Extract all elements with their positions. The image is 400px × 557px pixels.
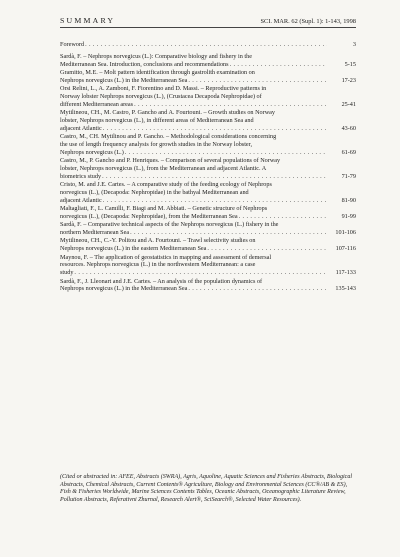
entry-line: Gramitto, M.E. – Molt pattern identification through gastrolith examination on — [60, 69, 255, 77]
toc-entry — [60, 85, 356, 109]
page-number: 135-143 — [335, 285, 356, 293]
dot-leader — [85, 41, 327, 49]
entry-line: Maltagliati, F., L. Camilli, F. Biagi and M. Abbiati. – Genetic structure of Nephrops — [60, 205, 268, 213]
page-number: 61-69 — [341, 148, 356, 156]
entry-line: lobster, Nephrops norvegicus (L.), in different areas of Mediterranean Sea and — [60, 117, 254, 125]
entry-line: norvegicus (L.), (Decapoda: Nephropidae) in the bathyal Mediterranean and — [60, 189, 249, 197]
dot-leader — [239, 213, 327, 221]
page-number: 3 — [352, 41, 356, 48]
dot-leader — [134, 101, 327, 109]
dot-leader — [207, 245, 327, 253]
page-number: 81-90 — [341, 197, 356, 204]
entry-line: Maynou, F. – The application of geostatistics in mapping and assessment of demersal — [60, 253, 272, 261]
dot-leader — [74, 269, 327, 277]
entry-line: Mytilineou, CH., C.-Y. Politou and A. Fourtouni. – Trawl selectivity studies on — [60, 237, 256, 245]
toc-entry-text — [60, 157, 328, 181]
page-number: 101-106 — [335, 229, 356, 237]
entry-line: Sardà, F., J. Lleonart and J.E. Cartes. – An analysis of the population dynamics of — [60, 277, 263, 285]
entry-last-line — [60, 197, 328, 205]
entry-line: Mediterranean Sea. Introduction, conclusions and recommendations — [60, 60, 229, 68]
table-of-contents — [60, 41, 356, 294]
entry-last-line — [60, 41, 328, 49]
page-number: 17-23 — [341, 76, 356, 84]
toc-entry-text — [60, 254, 328, 278]
entry-line: Castro, M., CH. Mytilinou and P. Gancho. – Methodological considerations concerning — [60, 133, 277, 141]
toc-entry-text — [60, 205, 328, 221]
dot-leader — [103, 125, 327, 133]
entry-last-line — [60, 269, 328, 277]
page-number: 25-41 — [341, 100, 356, 108]
toc-entry-text — [60, 109, 328, 133]
toc-entry-text — [60, 41, 328, 49]
entry-line: different Mediterranean areas — [60, 100, 134, 108]
page-number: 117-133 — [335, 269, 356, 277]
toc-entry — [60, 278, 356, 294]
entry-line: resources. Nephrops norvegicus (L.) in the northwestern Mediterranean: a case — [60, 261, 256, 269]
entry-line: Nephrops norvegicus (L.) in the Mediterranean Sea — [60, 76, 188, 84]
toc-entry — [60, 237, 356, 253]
toc-entry-text — [60, 53, 328, 69]
entry-line: adjacent Atlantic — [60, 124, 102, 132]
entry-line: northern Mediterranean Sea — [60, 229, 130, 237]
entry-line: study — [60, 269, 74, 277]
toc-entry — [60, 133, 356, 157]
entry-last-line — [60, 149, 328, 157]
entry-line: Norway lobster Nephrops norvegicus (L.), (Crustacea Decapoda Nephropidae) of — [60, 93, 262, 101]
entry-line: Cristo, M. and J.E. Cartes. – A comparative study of the feeding ecology of Nephrops — [60, 181, 272, 189]
entry-last-line — [60, 125, 328, 133]
entry-last-line — [60, 285, 328, 293]
dot-leader — [130, 229, 327, 237]
page-number: 5-15 — [344, 60, 356, 68]
dot-leader — [230, 61, 327, 69]
page-number: 91-99 — [341, 213, 356, 221]
entry-line: Nephrops norvegicus (L.) — [60, 148, 124, 156]
dot-leader — [188, 285, 327, 293]
page-number: 107-116 — [335, 245, 356, 253]
toc-entry — [60, 221, 356, 237]
entry-line: Sardà, F. – Comparative technical aspects of the Nephrops norvegicus (L.) fishery in the — [60, 221, 279, 229]
toc-entry — [60, 181, 356, 205]
entry-line: Nephrops norvegicus (L.) in the Mediterranean Sea — [60, 285, 188, 293]
entry-line: Sardà, F. – Nephrops norvegicus (L.): Comparative biology and fishery in the — [60, 52, 252, 60]
toc-entry-text — [60, 237, 328, 253]
entry-last-line — [60, 61, 328, 69]
entry-line: Castro, M., P. Gancho and P. Henriques. – Comparison of several populations of Norway — [60, 157, 281, 165]
toc-entry-text — [60, 278, 328, 294]
toc-entry-text — [60, 69, 328, 85]
journal-citation: SCI. MAR. 62 (Supl. 1): 1-143, 1998 — [260, 18, 356, 25]
dot-leader — [103, 197, 327, 205]
entry-last-line — [60, 77, 328, 85]
toc-entry — [60, 109, 356, 133]
toc-entry-text — [60, 85, 328, 109]
dot-leader — [188, 77, 327, 85]
entry-line: Mytilineou, CH., M. Castro, P. Gancho and A. Fourtouni. – Growth studies on Norway — [60, 109, 276, 117]
entry-line: the use of length frequency analysis for growth studies in the Norway lobster, — [60, 141, 253, 149]
entry-last-line — [60, 245, 328, 253]
entry-line: Orsi Relini, L., A. Zamboni, F. Fiorentino and D. Massi. – Reproductive patterns in — [60, 85, 267, 93]
toc-entry-text — [60, 221, 328, 237]
entry-last-line — [60, 229, 328, 237]
entry-last-line — [60, 173, 328, 181]
entry-line: lobster, Nephrops norvegicus (L.), from the Mediterranean and adjacent Atlantic. A — [60, 165, 267, 173]
section-title: SUMMARY — [60, 16, 116, 25]
indexing-footnote: (Cited or abstracted in: AFEE, Abstracts (SWRA), Agris, Aquoline, Aquatic Sciences and Fisheries Abstracts, Biological Abstracts, Chemical Abstracts, Current Contents® Agriculture, Biology and Environmental Sciences (CC®/AB & ES), Fish & Fisheries Worldwide, Marine Sciences Contents Tables, Oceanic Abstracts, Oceanographic Literature Review, Pollution Abstracts, Referativni Zhurnal, Research Alert®, SciSearch®, Selected Water Resources). — [60, 474, 353, 504]
dot-leader — [102, 173, 327, 181]
toc-entry — [60, 205, 356, 221]
toc-entry-text — [60, 181, 328, 205]
entry-line: norvegicus (L.), (Decapoda: Nephropidae), from the Mediterranean Sea — [60, 213, 238, 221]
toc-entry-text — [60, 133, 328, 157]
entry-line: adjacent Atlantic — [60, 197, 102, 204]
toc-entry — [60, 53, 356, 69]
entry-line: Nephrops norvegicus (L.) in the eastern Mediterranean Sea — [60, 245, 207, 253]
entry-last-line — [60, 213, 328, 221]
toc-entry — [60, 254, 356, 278]
toc-entry — [60, 41, 356, 49]
dot-leader — [125, 149, 327, 157]
entry-line: biometrics study — [60, 172, 102, 180]
entry-line: Foreword — [60, 41, 85, 48]
page-number: 43-60 — [341, 124, 356, 132]
toc-entry — [60, 69, 356, 85]
page-number: 71-79 — [341, 172, 356, 180]
entry-last-line — [60, 101, 328, 109]
toc-entry — [60, 157, 356, 181]
running-header — [60, 16, 356, 28]
